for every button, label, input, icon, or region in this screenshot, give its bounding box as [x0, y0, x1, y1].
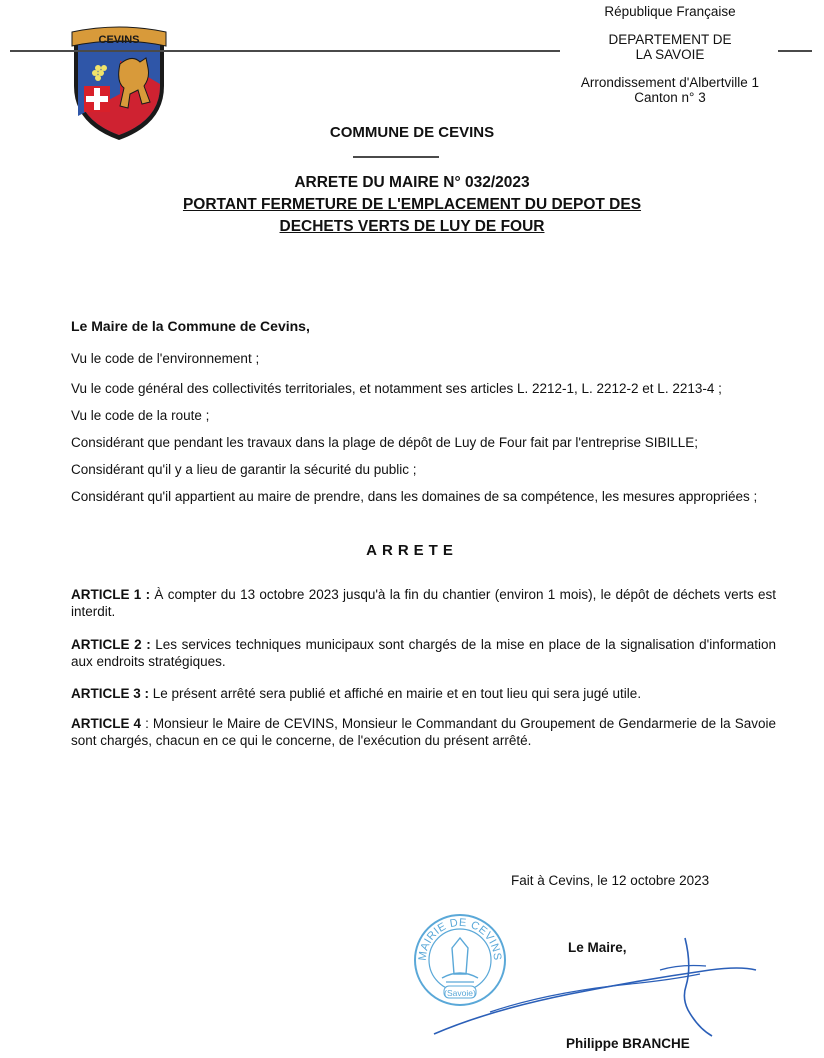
article-1 — [71, 586, 776, 620]
preamble-item-2: Vu le code général des collectivités territoriales, et notamment ses articles L. 2212-1, L. 2212-2 et L. 2213-4 ; — [71, 381, 722, 396]
preamble-item-1: Vu le code de l'environnement ; — [71, 351, 260, 366]
article-1-text: À compter du 13 octobre 2023 jusqu'à la fin du chantier (environ 1 mois), le dépôt de déchets verts est interdit. — [71, 587, 776, 619]
mayor-signature — [430, 930, 760, 1040]
preamble-item-3: Vu le code de la route ; — [71, 408, 210, 423]
article-3 — [71, 685, 776, 702]
preamble-item-5: Considérant qu'il y a lieu de garantir la sécurité du public ; — [71, 462, 417, 477]
article-3-text: Le présent arrêté sera publié et affiché en mairie et en tout lieu qui sera jugé utile. — [149, 686, 642, 701]
canton-label: Canton n° 3 — [634, 90, 706, 105]
article-3-label: ARTICLE 3 : — [71, 686, 150, 701]
header-rule-left — [10, 50, 560, 52]
crest-banner-text: CEVINS — [98, 34, 140, 46]
stamp-bottom-text: (Savoie) — [444, 988, 476, 998]
decree-subject-line-2: DECHETS VERTS DE LUY DE FOUR — [279, 218, 545, 235]
decree-number: ARRETE DU MAIRE N° 032/2023 — [294, 174, 530, 191]
article-2 — [71, 636, 776, 670]
arrondissement-label: Arrondissement d'Albertville 1 — [580, 75, 760, 90]
preamble-item-4: Considérant que pendant les travaux dans la plage de dépôt de Luy de Four fait par l'entreprise SIBILLE; — [71, 435, 698, 450]
department-line-2: LA SAVOIE — [635, 47, 705, 62]
mayor-role: Le Maire, — [568, 940, 627, 955]
article-2-text: Les services techniques municipaux sont chargés de la mise en place de la signalisation d'information aux endroits stratégiques. — [71, 637, 776, 669]
mayor-name: Philippe BRANCHE — [566, 1036, 690, 1051]
commune-underline — [353, 156, 439, 158]
stamp-outer-text: MAIRIE DE CEVINS — [416, 916, 504, 962]
article-4-label: ARTICLE 4 — [71, 716, 142, 731]
article-4 — [71, 715, 776, 749]
department-line-1: DEPARTEMENT DE — [608, 32, 732, 47]
decree-subject-line-1: PORTANT FERMETURE DE L'EMPLACEMENT DU DEPOT DES — [182, 196, 642, 213]
mayor-heading: Le Maire de la Commune de Cevins, — [71, 318, 310, 334]
article-4-text: : Monsieur le Maire de CEVINS, Monsieur le Commandant du Groupement de Gendarmerie de la Savoie sont chargés, chacun en ce qui le concerne, de l'exécution du présent arrêté. — [71, 716, 776, 748]
republic-label: République Française — [604, 4, 736, 19]
article-2-label: ARTICLE 2 : — [71, 637, 151, 652]
arrete-heading: ARRETE — [366, 542, 458, 559]
header-rule-right — [778, 50, 812, 52]
place-and-date: Fait à Cevins, le 12 octobre 2023 — [511, 873, 710, 888]
article-1-label: ARTICLE 1 : — [71, 587, 151, 602]
commune-title: COMMUNE DE CEVINS — [329, 124, 495, 141]
preamble-item-6: Considérant qu'il appartient au maire de prendre, dans les domaines de sa compétence, les mesures appropriées ; — [71, 489, 758, 504]
